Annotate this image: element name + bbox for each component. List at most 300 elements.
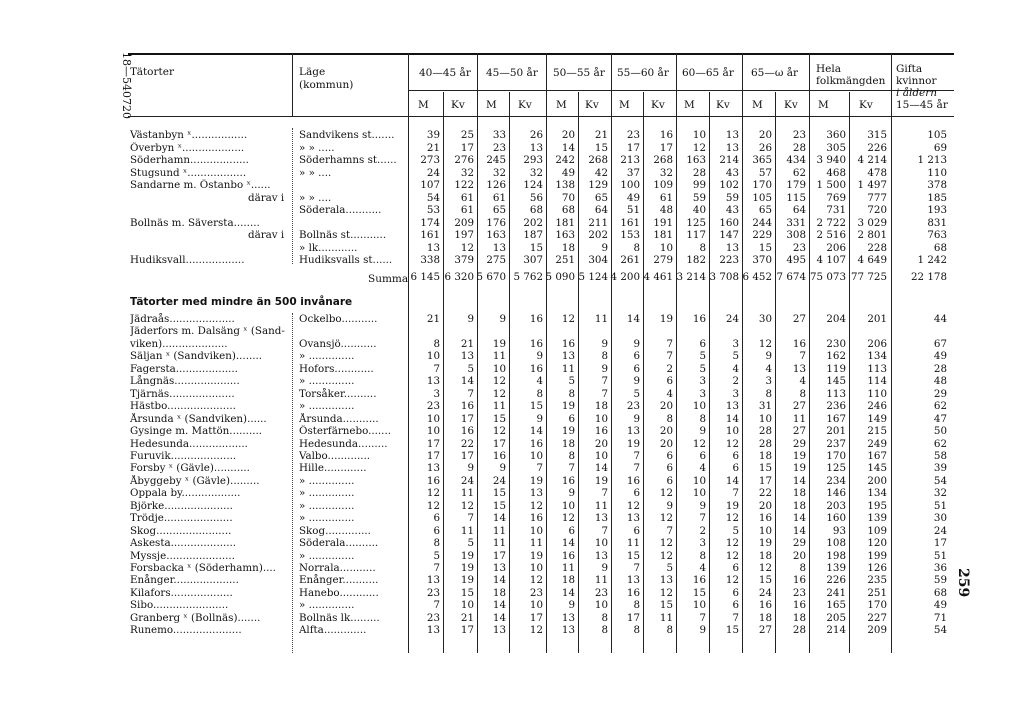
- cell-value: 331: [786, 216, 806, 229]
- cell-value: 23: [426, 586, 440, 599]
- cell-value: 831: [927, 216, 947, 229]
- cell-value: 315: [867, 129, 887, 141]
- cell-value: 246: [867, 400, 887, 413]
- cell-value: 16: [626, 474, 640, 487]
- cell-value: 193: [927, 204, 947, 216]
- cell-value: 163: [555, 229, 575, 241]
- header-bottom-rule: [128, 116, 954, 117]
- cell-value: 14: [725, 474, 739, 487]
- table-row: [0, 438, 1024, 451]
- cell-value: 149: [867, 412, 887, 425]
- row-name: Kilafors...................: [130, 586, 233, 599]
- header-kv: Kv: [784, 99, 798, 111]
- cell-value: 6: [732, 599, 739, 612]
- cell-value: 13: [561, 624, 575, 637]
- cell-value: 17: [460, 449, 474, 462]
- cell-value: 7: [633, 462, 640, 475]
- cell-value: 62: [933, 437, 947, 450]
- cell-value: 8: [799, 387, 806, 400]
- cell-value: 29: [792, 437, 806, 450]
- cell-value: 7: [633, 562, 640, 574]
- cell-value: 6: [699, 337, 706, 350]
- cell-value: 120: [867, 537, 887, 550]
- summa-value: 3 214: [676, 271, 706, 283]
- cell-value: 198: [826, 549, 846, 562]
- cell-value: 7: [633, 449, 640, 462]
- row-place: Valbo.............: [299, 449, 371, 462]
- cell-value: 495: [786, 254, 806, 266]
- cell-value: 2: [732, 375, 739, 388]
- cell-value: 3: [699, 537, 706, 550]
- cell-value: 202: [523, 216, 543, 229]
- cell-value: 68: [561, 204, 575, 216]
- row-name: därav i: [248, 229, 285, 241]
- cell-value: 113: [867, 362, 887, 375]
- cell-value: 11: [561, 362, 575, 375]
- cell-value: 54: [933, 474, 947, 487]
- summa-value: 22 178: [910, 271, 947, 283]
- cell-value: 170: [867, 599, 887, 612]
- cell-value: 65: [492, 204, 506, 216]
- cell-value: 17: [426, 437, 440, 450]
- cell-value: 65: [758, 204, 772, 216]
- cell-value: 50: [933, 425, 947, 438]
- cell-value: 33: [492, 129, 506, 141]
- cell-value: 18: [792, 499, 806, 512]
- cell-value: 16: [792, 574, 806, 587]
- cell-value: 181: [555, 216, 575, 229]
- summa-values: [0, 271, 1024, 284]
- cell-value: 13: [561, 350, 575, 363]
- cell-value: 23: [792, 241, 806, 254]
- cell-value: 18: [561, 437, 575, 450]
- cell-value: 62: [792, 166, 806, 179]
- cell-value: 191: [653, 216, 673, 229]
- cell-value: 11: [492, 400, 506, 413]
- table-row: [0, 325, 1024, 338]
- cell-value: 105: [752, 191, 772, 204]
- cell-value: 14: [529, 425, 543, 438]
- cell-value: 13: [426, 574, 440, 587]
- cell-value: 15: [626, 549, 640, 562]
- table-row: [0, 487, 1024, 500]
- cell-value: 69: [933, 141, 947, 154]
- cell-value: 18: [758, 549, 772, 562]
- cell-value: 181: [653, 229, 673, 241]
- cell-value: 22: [758, 487, 772, 500]
- cell-value: 44: [933, 313, 947, 325]
- cell-value: 67: [933, 337, 947, 350]
- cell-value: 12: [659, 549, 673, 562]
- cell-value: 6: [732, 586, 739, 599]
- cell-value: 43: [725, 204, 739, 216]
- cell-value: 7: [433, 562, 440, 574]
- cell-value: 230: [826, 337, 846, 350]
- cell-value: 15: [594, 141, 608, 154]
- row-place: » » .....: [299, 141, 335, 154]
- cell-value: 5: [467, 362, 474, 375]
- cell-value: 7: [536, 462, 543, 475]
- cell-value: 6: [433, 512, 440, 525]
- cell-value: 125: [686, 216, 706, 229]
- cell-value: 122: [454, 179, 474, 191]
- row-name: Enånger....................: [130, 574, 239, 587]
- table-row: [0, 129, 1024, 142]
- cell-value: 241: [826, 586, 846, 599]
- row-place: Enånger...........: [299, 574, 379, 587]
- cell-value: 11: [594, 499, 608, 512]
- cell-value: 16: [594, 425, 608, 438]
- cell-value: 64: [792, 204, 806, 216]
- header-hela: Hela: [816, 63, 841, 75]
- cell-value: 68: [529, 204, 543, 216]
- summa-value: 6 320: [444, 271, 474, 283]
- cell-value: 9: [699, 624, 706, 637]
- cell-value: 16: [529, 362, 543, 375]
- cell-value: 3 940: [816, 154, 846, 166]
- cell-value: 17: [460, 141, 474, 154]
- cell-value: 153: [620, 229, 640, 241]
- cell-value: 8: [568, 449, 575, 462]
- cell-value: 23: [792, 129, 806, 141]
- cell-value: 162: [826, 350, 846, 363]
- cell-value: 11: [594, 574, 608, 587]
- cell-value: 108: [826, 537, 846, 550]
- cell-value: 15: [758, 462, 772, 475]
- cell-value: 12: [758, 562, 772, 574]
- cell-value: 48: [659, 204, 673, 216]
- table-row: [0, 338, 1024, 351]
- cell-value: 20: [659, 400, 673, 413]
- cell-value: 13: [594, 549, 608, 562]
- cell-value: 14: [561, 586, 575, 599]
- cell-value: 16: [460, 425, 474, 438]
- cell-value: 31: [758, 400, 772, 413]
- summa-label: Summa: [368, 273, 409, 285]
- cell-value: 360: [826, 129, 846, 141]
- cell-value: 19: [529, 474, 543, 487]
- cell-value: 226: [826, 574, 846, 587]
- cell-value: 9: [568, 599, 575, 612]
- cell-value: 64: [594, 204, 608, 216]
- cell-value: 17: [933, 537, 947, 550]
- cell-value: 18: [792, 611, 806, 624]
- cell-value: 25: [460, 129, 474, 141]
- row-name: Fagersta...................: [130, 362, 238, 375]
- cell-value: 71: [933, 611, 947, 624]
- cell-value: 13: [529, 141, 543, 154]
- header-m: M: [418, 99, 429, 111]
- header-sub-rule: [408, 90, 954, 91]
- cell-value: 68: [933, 241, 947, 254]
- cell-value: 19: [792, 462, 806, 475]
- cell-value: 8: [568, 387, 575, 400]
- cell-value: 3: [732, 387, 739, 400]
- cell-value: 16: [692, 574, 706, 587]
- table-row: [0, 425, 1024, 438]
- cell-value: 12: [659, 487, 673, 500]
- row-name: Gysinge m. Mattön..........: [130, 425, 263, 438]
- row-place: Hofors............: [299, 362, 374, 375]
- cell-value: 43: [725, 166, 739, 179]
- row-name: Stugsund ˣ..................: [130, 166, 247, 179]
- row-place: Hedesunda.........: [299, 437, 388, 450]
- cell-value: 9: [633, 412, 640, 425]
- cell-value: 12: [659, 537, 673, 550]
- cell-value: 16: [626, 586, 640, 599]
- cell-value: 185: [927, 191, 947, 204]
- cell-value: 28: [792, 624, 806, 637]
- table-row: [0, 313, 1024, 326]
- cell-value: 8: [601, 350, 608, 363]
- cell-value: 23: [594, 586, 608, 599]
- cell-value: 23: [626, 129, 640, 141]
- cell-value: 20: [758, 129, 772, 141]
- cell-value: 7: [433, 362, 440, 375]
- cell-value: 223: [719, 254, 739, 266]
- cell-value: 12: [492, 387, 506, 400]
- cell-value: 338: [420, 254, 440, 266]
- row-name: Jädraås....................: [130, 313, 235, 325]
- cell-value: 99: [692, 179, 706, 191]
- header-65-omega: 65—ω år: [751, 67, 799, 79]
- cell-value: 9: [499, 462, 506, 475]
- cell-value: 17: [659, 141, 673, 154]
- cell-value: 276: [454, 154, 474, 166]
- cell-value: 21: [460, 337, 474, 350]
- cell-value: 249: [867, 437, 887, 450]
- cell-value: 275: [486, 254, 506, 266]
- cell-value: 27: [758, 624, 772, 637]
- row-name: Jäderfors m. Dalsäng ˣ (Sand-: [130, 325, 285, 338]
- cell-value: 18: [492, 586, 506, 599]
- row-place: » ..............: [299, 487, 355, 500]
- header-kommun: (kommun): [299, 79, 354, 91]
- cell-value: 13: [626, 512, 640, 525]
- row-name: Myssje.....................: [130, 549, 235, 562]
- cell-value: 10: [659, 241, 673, 254]
- cell-value: 10: [460, 599, 474, 612]
- cell-value: 160: [826, 512, 846, 525]
- cell-value: 61: [492, 191, 506, 204]
- summa-value: 6 452: [742, 271, 772, 283]
- cell-value: 11: [594, 313, 608, 325]
- cell-value: 8: [799, 562, 806, 574]
- cell-value: 113: [826, 387, 846, 400]
- table-row: [0, 525, 1024, 538]
- cell-value: 251: [867, 586, 887, 599]
- cell-value: 18: [561, 241, 575, 254]
- cell-value: 14: [725, 412, 739, 425]
- summa-value: 6 145: [410, 271, 440, 283]
- cell-value: 10: [758, 524, 772, 537]
- cell-value: 5: [699, 350, 706, 363]
- table-row: [0, 154, 1024, 167]
- row-name: Åbyggeby ˣ (Gävle).........: [130, 474, 260, 487]
- cell-value: 23: [492, 141, 506, 154]
- row-place: Ockelbo...........: [299, 313, 378, 325]
- cell-value: 234: [826, 474, 846, 487]
- row-place: Söderala..........: [299, 537, 379, 550]
- table-row: [0, 217, 1024, 230]
- cell-value: 20: [659, 425, 673, 438]
- cell-value: 51: [933, 549, 947, 562]
- cell-value: 109: [653, 179, 673, 191]
- table-row: [0, 179, 1024, 192]
- cell-value: 15: [529, 400, 543, 413]
- cell-value: 19: [460, 562, 474, 574]
- row-name: Hästbo.....................: [130, 400, 236, 413]
- cell-value: 204: [826, 313, 846, 325]
- cell-value: 9: [601, 337, 608, 350]
- cell-value: 206: [867, 337, 887, 350]
- header-gifta: Gifta: [896, 63, 923, 75]
- cell-value: 126: [867, 562, 887, 574]
- cell-value: 8: [536, 387, 543, 400]
- header-50-55: 50—55 år: [553, 67, 605, 79]
- cell-value: 8: [765, 387, 772, 400]
- cell-value: 279: [653, 254, 673, 266]
- row-place: Årsunda...........: [299, 412, 379, 425]
- row-place: Sandvikens st.......: [299, 129, 395, 141]
- cell-value: 18: [594, 400, 608, 413]
- header-kv: Kv: [716, 99, 730, 111]
- cell-value: 129: [588, 179, 608, 191]
- cell-value: 4: [799, 375, 806, 388]
- cell-value: 27: [792, 425, 806, 438]
- cell-value: 19: [561, 400, 575, 413]
- cell-value: 68: [933, 586, 947, 599]
- cell-value: 110: [867, 387, 887, 400]
- cell-value: 9: [601, 362, 608, 375]
- cell-value: 10: [426, 350, 440, 363]
- cell-value: 12: [529, 499, 543, 512]
- cell-value: 32: [529, 166, 543, 179]
- cell-value: 4 107: [816, 254, 846, 266]
- row-place: Österfärnebo.......: [299, 425, 391, 438]
- row-place: » ..............: [299, 549, 355, 562]
- cell-value: 59: [725, 191, 739, 204]
- cell-value: 39: [426, 129, 440, 141]
- cell-value: 12: [426, 499, 440, 512]
- cell-value: 4: [699, 562, 706, 574]
- cell-value: 18: [758, 611, 772, 624]
- header-m: M: [486, 99, 497, 111]
- table-row: [0, 363, 1024, 376]
- cell-value: 19: [460, 549, 474, 562]
- cell-value: 4: [765, 362, 772, 375]
- cell-value: 176: [486, 216, 506, 229]
- cell-value: 49: [933, 599, 947, 612]
- cell-value: 17: [626, 611, 640, 624]
- cell-value: 236: [826, 400, 846, 413]
- header-15-45: 15—45 år: [896, 99, 948, 111]
- cell-value: 4: [732, 362, 739, 375]
- cell-value: 16: [758, 599, 772, 612]
- row-place: Ovansjö...........: [299, 337, 377, 350]
- header-m: M: [556, 99, 567, 111]
- cell-value: 126: [486, 179, 506, 191]
- cell-value: 11: [492, 350, 506, 363]
- row-name: Säljan ˣ (Sandviken)........: [130, 350, 263, 363]
- cell-value: 15: [692, 586, 706, 599]
- cell-value: 12: [725, 574, 739, 587]
- cell-value: 145: [867, 462, 887, 475]
- cell-value: 8: [699, 412, 706, 425]
- table-row: [0, 450, 1024, 463]
- cell-value: 6: [732, 562, 739, 574]
- header-lage: Läge: [299, 66, 326, 78]
- table-row: [0, 599, 1024, 612]
- cell-value: 13: [426, 375, 440, 388]
- cell-value: 28: [758, 425, 772, 438]
- cell-value: 54: [426, 191, 440, 204]
- cell-value: 32: [492, 166, 506, 179]
- cell-value: 227: [867, 611, 887, 624]
- cell-value: 7: [433, 599, 440, 612]
- cell-value: 1 213: [917, 154, 947, 166]
- cell-value: 14: [492, 611, 506, 624]
- cell-value: 51: [626, 204, 640, 216]
- cell-value: 9: [536, 412, 543, 425]
- cell-value: 17: [758, 474, 772, 487]
- cell-value: 18: [792, 487, 806, 500]
- cell-value: 242: [555, 154, 575, 166]
- cell-value: 32: [659, 166, 673, 179]
- cell-value: 370: [752, 254, 772, 266]
- cell-value: 11: [561, 562, 575, 574]
- cell-value: 30: [933, 512, 947, 525]
- summa-value: 5 670: [476, 271, 506, 283]
- cell-value: 2: [666, 362, 673, 375]
- table-row: [0, 587, 1024, 600]
- cell-value: 16: [792, 599, 806, 612]
- cell-value: 23: [426, 611, 440, 624]
- table-row: [0, 375, 1024, 388]
- cell-value: 18: [758, 449, 772, 462]
- cell-value: 10: [692, 599, 706, 612]
- cell-value: 6: [433, 524, 440, 537]
- cell-value: 7: [732, 611, 739, 624]
- cell-value: 434: [786, 154, 806, 166]
- cell-value: 27: [792, 313, 806, 325]
- cell-value: 307: [523, 254, 543, 266]
- header-45-50: 45—50 år: [486, 67, 538, 79]
- cell-value: 214: [826, 624, 846, 637]
- cell-value: 17: [626, 141, 640, 154]
- summa-value: 5 090: [545, 271, 575, 283]
- cell-value: 22: [460, 437, 474, 450]
- cell-value: 59: [933, 574, 947, 587]
- cell-value: 12: [529, 624, 543, 637]
- row-place: Bollnäs st...........: [299, 229, 387, 241]
- row-name: Forsby ˣ (Gävle)...........: [130, 462, 250, 475]
- cell-value: 6: [633, 350, 640, 363]
- cell-value: 8: [699, 241, 706, 254]
- cell-value: 8: [601, 624, 608, 637]
- cell-value: 201: [867, 313, 887, 325]
- cell-value: 11: [659, 611, 673, 624]
- cell-value: 12: [529, 574, 543, 587]
- cell-value: 163: [486, 229, 506, 241]
- cell-value: 7: [666, 350, 673, 363]
- cell-value: 65: [594, 191, 608, 204]
- cell-value: 57: [758, 166, 772, 179]
- table-row: [0, 462, 1024, 475]
- cell-value: 19: [492, 337, 506, 350]
- table-row: [0, 388, 1024, 401]
- cell-value: 3: [765, 375, 772, 388]
